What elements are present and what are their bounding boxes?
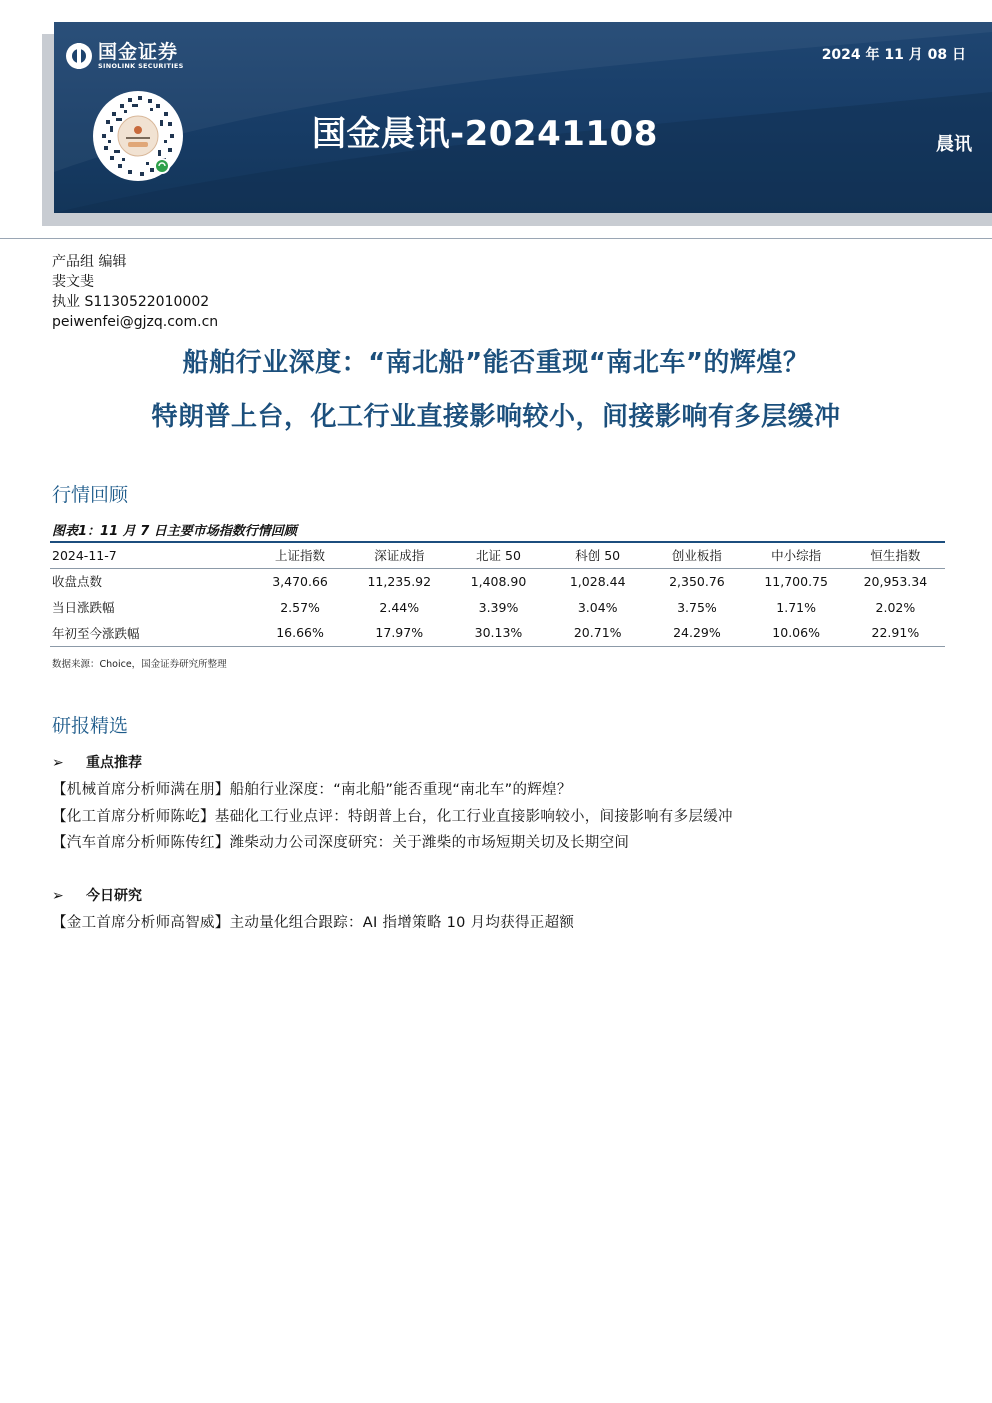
table-cell: 20.71% — [573, 625, 622, 641]
brand-logo — [66, 42, 184, 70]
table-header-cell: 中小综指 — [771, 548, 822, 564]
table-cell: 10.06% — [772, 625, 820, 641]
header-banner — [54, 22, 992, 213]
table-cell: 11,700.75 — [764, 573, 828, 589]
table-cell: 3.75% — [677, 599, 717, 615]
table-cell: 3.04% — [577, 599, 618, 615]
table-caption: 图表1：11 月 7 日主要市场指数行情回顾 — [52, 524, 297, 539]
table-header-cell: 科创 50 — [575, 548, 621, 564]
table-row-label: 收盘点数 — [52, 574, 103, 590]
table-header-cell: 创业板指 — [671, 548, 722, 564]
arrow-bullet-icon: ➢ — [52, 888, 64, 904]
brand-name-en: SINOLINK SECURITIES — [98, 62, 184, 70]
table-header-row — [50, 542, 945, 568]
table-source-note: 数据来源：Choice，国金证券研究所整理 — [52, 659, 227, 670]
report-item[interactable]: 【化工首席分析师陈屹】基础化工行业点评：特朗普上台，化工行业直接影响较小，间接影响有多层缓冲 — [52, 809, 733, 825]
table-header-cell: 恒生指数 — [870, 548, 921, 564]
brand-name-cn: 国金证券 — [98, 41, 179, 63]
brand-logo-icon — [66, 43, 92, 69]
table-cell: 1,028.44 — [569, 573, 626, 589]
mini-program-qr-code-icon[interactable] — [92, 90, 184, 194]
headline-2: 特朗普上台，化工行业直接影响较小，间接影响有多层缓冲 — [151, 402, 841, 432]
report-item[interactable]: 【汽车首席分析师陈传红】潍柴动力公司深度研究：关于潍柴的市场短期关切及长期空间 — [52, 835, 630, 851]
report-item[interactable]: 【金工首席分析师高智威】主动量化组合跟踪：AI 指增策略 10 月均获得正超额 — [52, 915, 575, 931]
table-cell: 24.29% — [673, 625, 721, 641]
section-title-research: 研报精选 — [52, 715, 129, 737]
arrow-bullet-icon: ➢ — [52, 755, 64, 771]
table-row-label: 年初至今涨跌幅 — [52, 625, 140, 641]
table-header-cell: 2024-11-7 — [52, 547, 117, 563]
table-row-label: 当日涨跌幅 — [52, 600, 115, 615]
table-cell: 1.71% — [776, 599, 816, 615]
report-date: 2024 年 11 月 08 日 — [821, 47, 966, 63]
group-heading-today-research — [52, 885, 142, 905]
table-cell: 17.97% — [375, 625, 424, 641]
table-cell: 2.44% — [379, 599, 420, 615]
editor-role: 产品组 编辑 — [52, 254, 127, 270]
table-row — [50, 568, 945, 594]
table-row — [50, 620, 945, 646]
headline-1: 船舶行业深度：“南北船”能否重现“南北车”的辉煌？ — [182, 348, 810, 378]
editor-email[interactable]: peiwenfei@gjzq.com.cn — [52, 314, 219, 330]
table-header-cell: 上证指数 — [275, 548, 326, 564]
table-header-cell: 深证成指 — [374, 548, 425, 564]
editor-info — [52, 252, 218, 332]
table-header-cell: 北证 50 — [476, 548, 521, 564]
editor-license: 执业 S1130522010002 — [52, 294, 210, 310]
section-title-market: 行情回顾 — [52, 484, 129, 506]
table-cell: 2.02% — [875, 599, 916, 615]
table-cell: 2,350.76 — [669, 573, 725, 589]
group-title: 重点推荐 — [86, 755, 142, 771]
report-title: 国金晨讯-20241108 — [312, 114, 658, 154]
table-row — [50, 594, 945, 620]
table-cell: 16.66% — [276, 625, 324, 641]
table-cell: 2.57% — [280, 599, 320, 615]
group-title: 今日研究 — [86, 888, 142, 904]
market-index-table — [50, 541, 945, 647]
group-heading-key-picks — [52, 752, 142, 772]
report-type-tag: 晨讯 — [936, 134, 972, 155]
editor-name: 裴文斐 — [52, 274, 94, 290]
table-cell: 3.39% — [478, 599, 519, 615]
table-cell: 3,470.66 — [272, 573, 328, 589]
report-item[interactable]: 【机械首席分析师满在朋】船舶行业深度：“南北船”能否重现“南北车”的辉煌？ — [52, 782, 572, 798]
table-cell: 1,408.90 — [470, 573, 527, 589]
table-cell: 30.13% — [474, 625, 523, 641]
header-divider — [0, 238, 992, 239]
table-cell: 11,235.92 — [367, 573, 432, 589]
table-cell: 22.91% — [871, 625, 920, 641]
table-cell: 20,953.34 — [863, 573, 928, 589]
